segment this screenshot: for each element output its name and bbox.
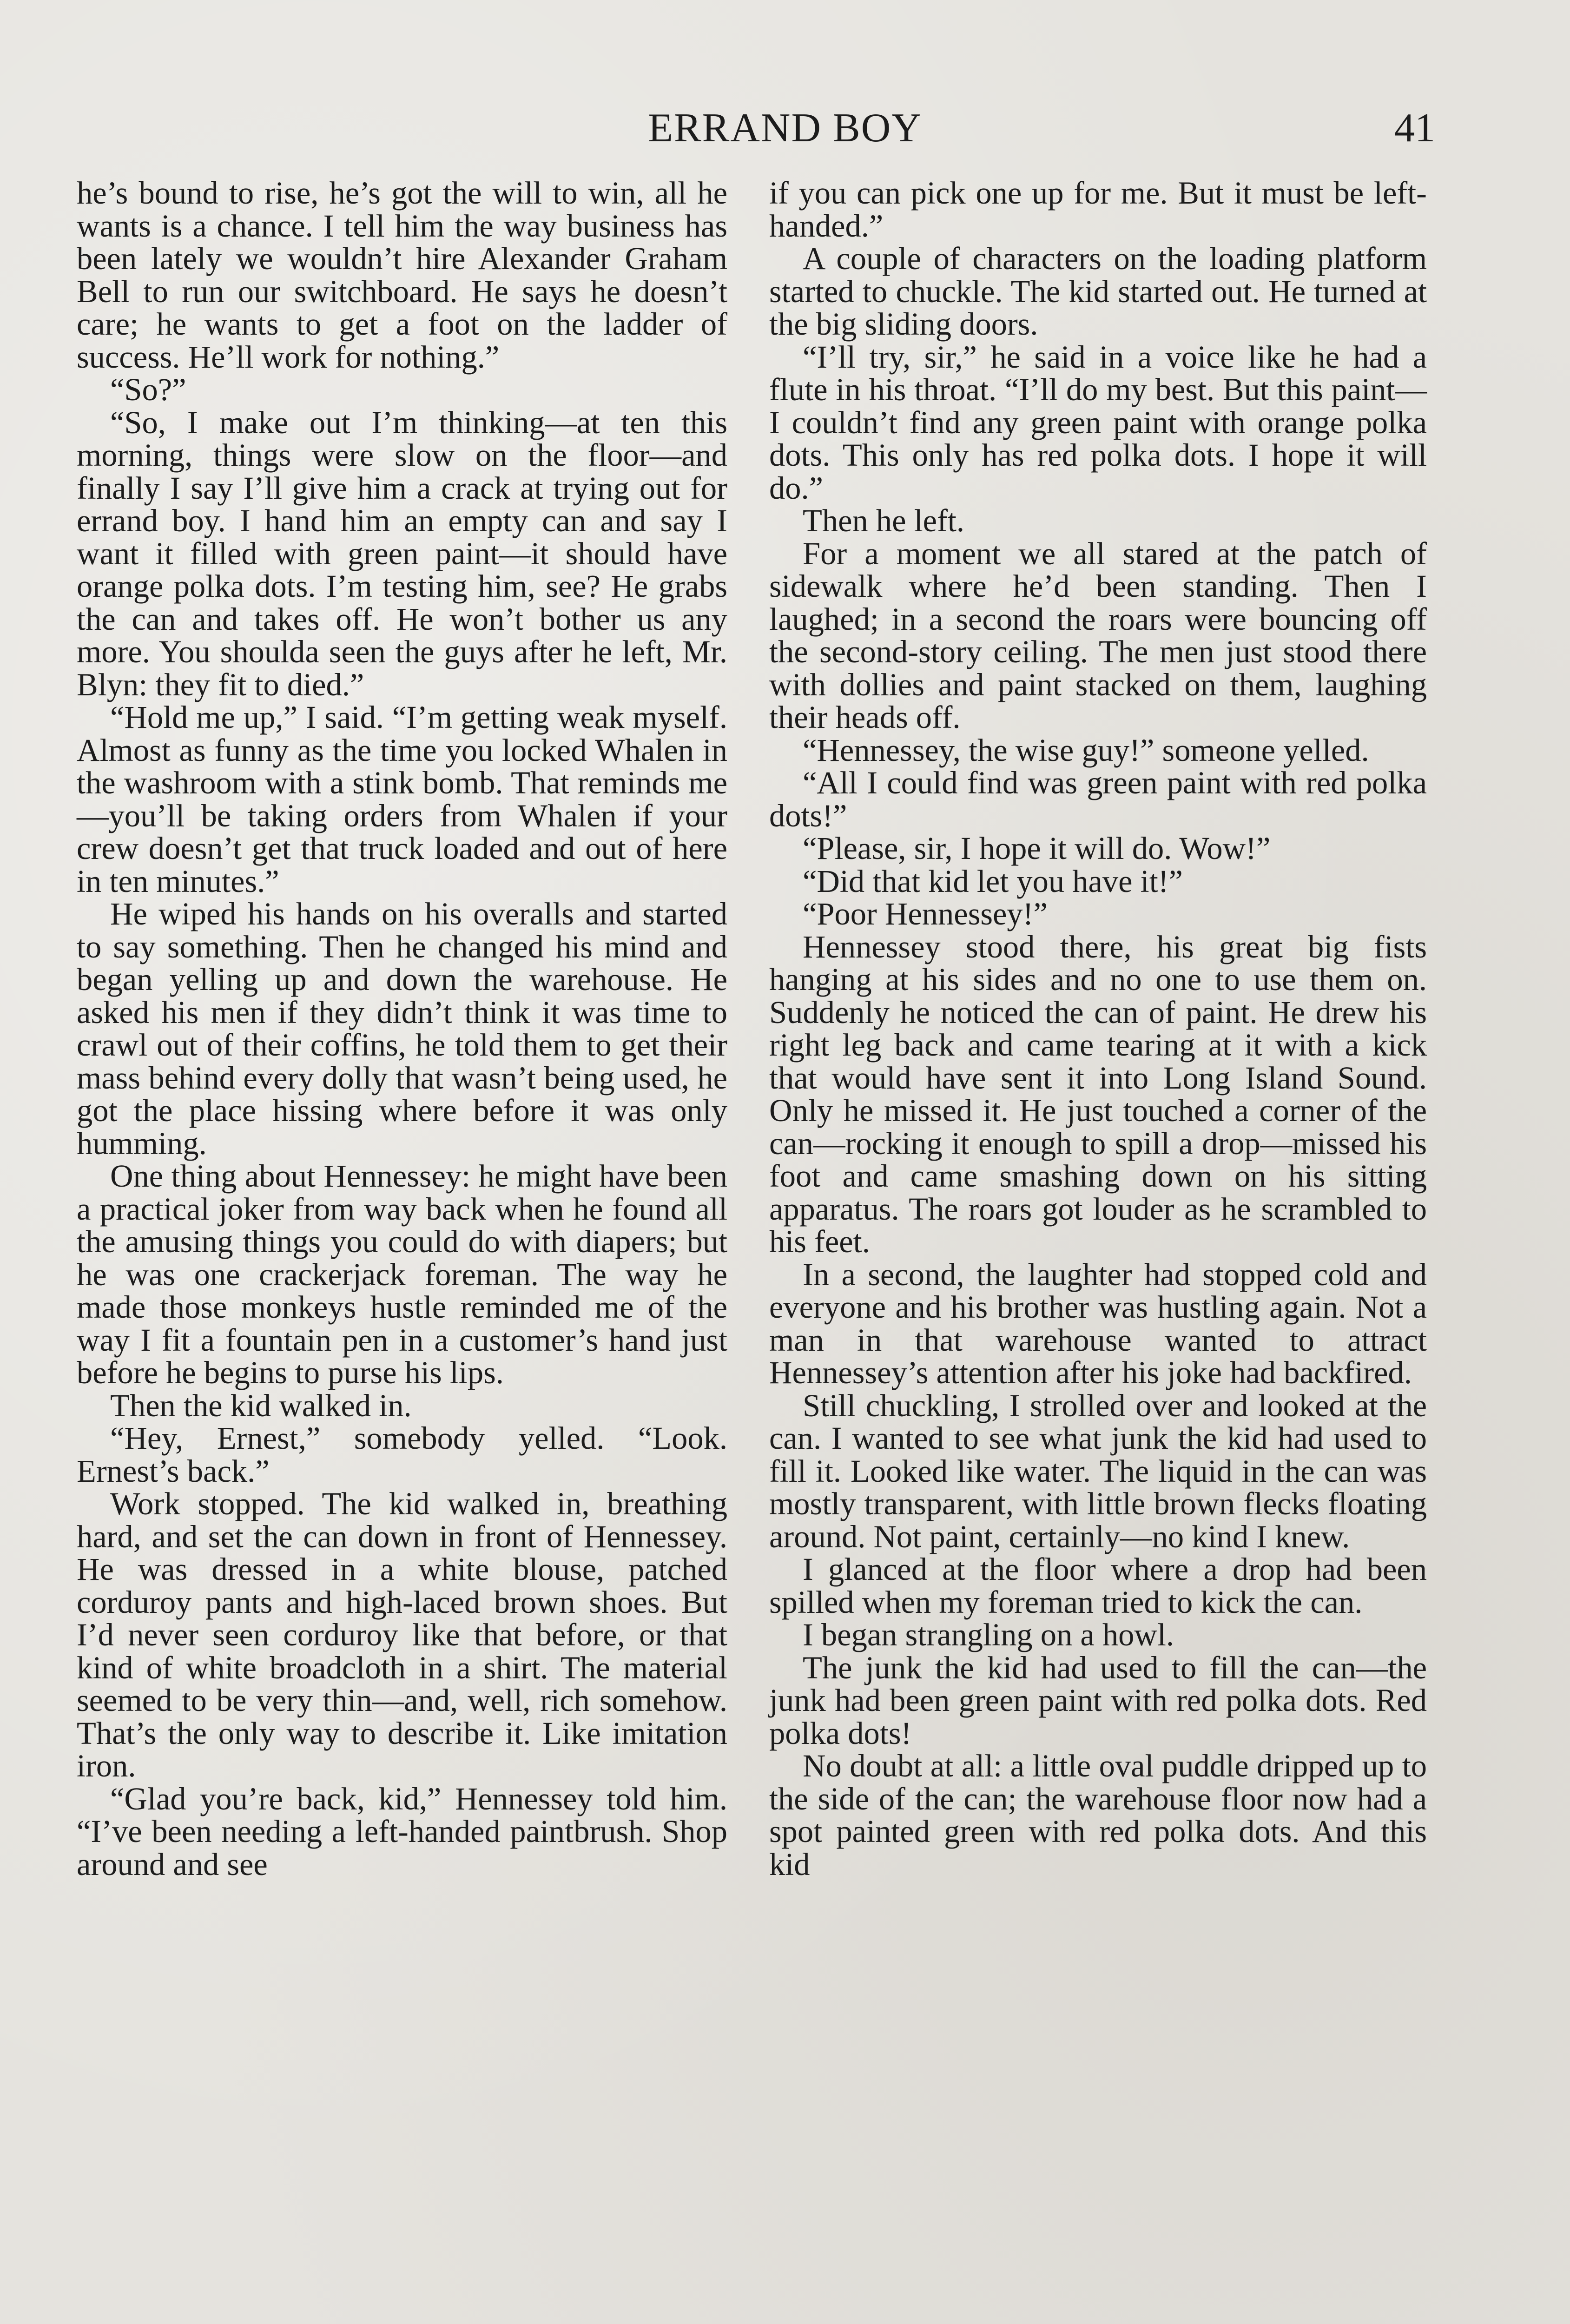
paragraph: “Hey, Ernest,” somebody yelled. “Look. Ernest’s back.” <box>77 1420 727 1489</box>
paragraph: “So, I make out I’m thinking—at ten this morning, things were slow on the floor—and finally I say I’ll give him a crack at trying out for errand boy. I hand him an empty can and say I want it filled with green paint—it should have orange polka dots. I’m testing him, see? He grabs the can and takes off. He won’t bother us any more. You shoulda seen the guys after he left, Mr. Blyn: they fit to died.” <box>77 404 727 702</box>
page-number: 41 <box>1394 106 1435 151</box>
paragraph: For a moment we all stared at the patch of sidewalk where he’d been standing. Then I laughed; in a second the roars were bouncing off the second-story ceiling. The men just stood there with dollies and paint stacked on them, laughing their heads off. <box>769 535 1427 735</box>
paragraph: Still chuckling, I strolled over and looked at the can. I wanted to see what junk the kid had used to fill it. Looked like water. The liquid in the can was mostly transparent, with little brown flecks floating around. Not paint, certainly—no kind I knew. <box>769 1387 1427 1554</box>
paragraph: No doubt at all: a little oval puddle dripped up to the side of the can; the warehouse floor now had a spot painted green with red polka dots. And this kid <box>769 1748 1427 1882</box>
paragraph: “I’ll try, sir,” he said in a voice like he had a flute in his throat. “I’ll do my best. But this paint—I couldn’t find any green paint with orange polka dots. This only has red polka dots. I hope it will do.” <box>769 339 1427 506</box>
paragraph: “Hold me up,” I said. “I’m getting weak myself. Almost as funny as the time you locked Whalen in the washroom with a stink bomb. That reminds me—you’ll be taking orders from Whalen if your crew doesn’t get that truck loaded and out of here in ten minutes.” <box>77 700 727 899</box>
paragraph: “Did that kid let you have it!” <box>803 863 1183 899</box>
paragraph: “Hennessey, the wise guy!” someone yelled. <box>803 732 1369 768</box>
paragraph: if you can pick one up for me. But it must be left-handed.” <box>769 175 1427 244</box>
paragraph: “Poor Hennessey!” <box>803 896 1048 931</box>
paragraph: Hennessey stood there, his great big fists hanging at his sides and no one to use them on. Suddenly he noticed the can of paint. He drew his right leg back and came tearing at it with a kick that would have sent it into Long Island Sound. Only he missed it. He just touched a corner of the can—rocking it enough to spill a drop—missed his foot and came smashing down on his sitting apparatus. The roars got louder as he scrambled to his feet. <box>769 929 1427 1259</box>
paragraph: I glanced at the floor where a drop had been spilled when my foreman tried to kick the can. <box>769 1552 1427 1620</box>
paragraph: I began strangling on a howl. <box>803 1617 1174 1652</box>
paragraph: Then the kid walked in. <box>110 1387 412 1423</box>
running-head <box>0 105 1570 156</box>
story-title: ERRAND BOY <box>648 106 922 151</box>
paragraph: Then he left. <box>803 503 965 538</box>
paragraph: “All I could find was green paint with red polka dots!” <box>769 765 1427 833</box>
paragraph: “So?” <box>110 372 186 407</box>
paragraph: He wiped his hands on his overalls and started to say something. Then he changed his mind and began yelling up and down the warehouse. He asked his men if they didn’t think it was time to crawl out of their coffins, he told them to get their mass behind every dolly that wasn’t being used, he got the place hissing where before it was only humming. <box>77 896 727 1161</box>
paragraph: he’s bound to rise, he’s got the will to win, all he wants is a chance. I tell him the way business has been lately we wouldn’t hire Alexander Graham Bell to run our switchboard. He says he doesn’t care; he wants to get a foot on the ladder of success. He’ll work for nothing.” <box>77 175 727 375</box>
right-column <box>769 177 1427 2259</box>
paragraph: “Please, sir, I hope it will do. Wow!” <box>803 831 1271 866</box>
paragraph: A couple of characters on the loading platform started to chuckle. The kid started out. He turned at the big sliding doors. <box>769 241 1427 342</box>
paragraph: The junk the kid had used to fill the can—the junk had been green paint with red polka dots. Red polka dots! <box>769 1650 1427 1751</box>
paragraph: One thing about Hennessey: he might have been a practical joker from way back when he found all the amusing things you could do with diapers; but he was one crackerjack foreman. The way he made those monkeys hustle reminded me of the way I fit a fountain pen in a customer’s hand just before he begins to purse his lips. <box>77 1158 727 1390</box>
paragraph: In a second, the laughter had stopped cold and everyone and his brother was hustling again. Not a man in that warehouse wanted to attract Hennessey’s attention after his joke had backfired. <box>769 1256 1427 1390</box>
paragraph: Work stopped. The kid walked in, breathing hard, and set the can down in front of Hennessey. He was dressed in a white blouse, patched corduroy pants and high-laced brown shoes. But I’d never seen corduroy like that before, or that kind of white broadcloth in a shirt. The material seemed to be very thin—and, well, rich somehow. That’s the only way to describe it. Like imitation iron. <box>77 1486 727 1783</box>
left-column <box>77 177 727 2259</box>
paragraph: “Glad you’re back, kid,” Hennessey told him. “I’ve been needing a left-handed paintbrush. Shop around and see <box>77 1781 727 1882</box>
